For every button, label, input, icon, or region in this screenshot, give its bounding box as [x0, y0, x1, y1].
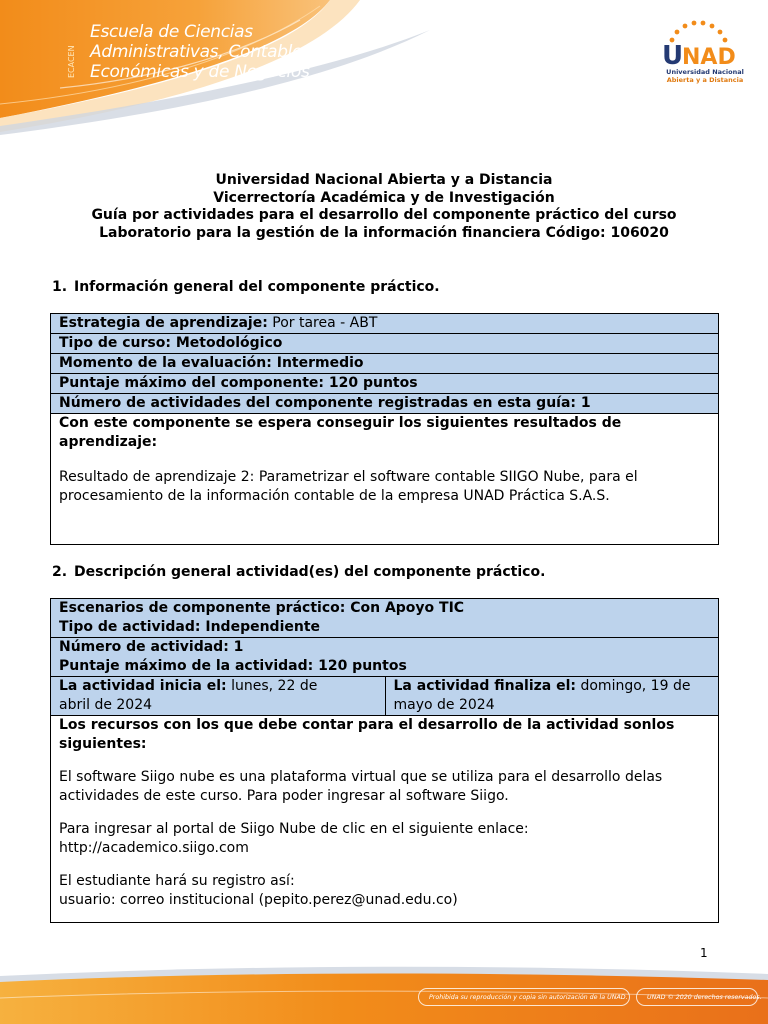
table-row: Momento de la evaluación: Intermedio [51, 354, 718, 374]
outcome-line-1: Resultado de aprendizaje 2: Parametrizar el software contable SIIGO Nube, para el [59, 469, 638, 485]
table-row: Tipo de curso: Metodológico [51, 334, 718, 354]
activity-max-score-text: Puntaje máximo de la actividad: 120 puntos [59, 658, 407, 674]
document-title-block [0, 172, 768, 242]
outcome-line-2: procesamiento de la información contable de la empresa UNAD Práctica S.A.S. [59, 488, 610, 504]
resources-heading-line-2: siguientes: [59, 736, 147, 752]
component-info-table [50, 313, 719, 545]
table-row [51, 314, 718, 334]
end-date-cell [385, 677, 719, 715]
svg-text:NAD: NAD [682, 45, 736, 70]
title-course: Laboratorio para la gestión de la información financiera Código: 106020 [99, 224, 669, 241]
start-date-cell [51, 677, 385, 715]
outcomes-heading-line-2: aprendizaje: [59, 434, 158, 450]
title-university: Universidad Nacional Abierta y a Distancia [215, 172, 553, 188]
section-2-number: 2. [52, 564, 68, 580]
section-2-heading-text: Descripción general actividad(es) del componente práctico. [74, 564, 546, 580]
footer-copyright: UNAD © 2020 derechos reservados. [636, 988, 758, 1006]
row-value: Por tarea - ABT [267, 315, 378, 331]
resources-para-1-line-2: actividades de este curso. Para poder ingresar al software Siigo. [59, 788, 509, 804]
activity-dates-row [51, 677, 718, 716]
school-name-line-1: Escuela de Ciencias [90, 22, 253, 42]
resources-para-3-line-2: usuario: correo institucional (pepito.perez@unad.edu.co) [59, 892, 458, 908]
logo-caption-line-1: Universidad Nacional [666, 68, 744, 76]
end-date-label: La actividad finaliza el: [393, 678, 577, 694]
resources-cell [51, 716, 718, 910]
section-1-heading [52, 279, 440, 295]
svg-text:ECACEN: ECACEN [67, 45, 76, 78]
header-banner [0, 0, 768, 135]
section-2-heading [52, 564, 545, 580]
end-date-value: domingo, 19 de [576, 678, 691, 694]
resources-para-2-line-1: Para ingresar al portal de Siigo Nube de clic en el siguiente enlace: [59, 821, 529, 837]
svg-text:U: U [662, 41, 684, 71]
unad-logo [658, 18, 748, 98]
outcomes-heading-line-1: Con este componente se espera conseguir los siguientes resultados de [59, 415, 622, 431]
start-date-value: lunes, 22 de [226, 678, 318, 694]
activity-score-block [51, 638, 718, 677]
start-date-value-2: abril de 2024 [59, 697, 153, 713]
table-row: Número de actividades del componente registradas en esta guía: 1 [51, 394, 718, 414]
school-name-line-2: Administrativas, Contables, [90, 42, 316, 62]
table-row: Puntaje máximo del componente: 120 puntos [51, 374, 718, 394]
section-1-number: 1. [52, 279, 68, 295]
page-number: 1 [700, 946, 708, 960]
activity-number-text: Número de actividad: 1 [59, 639, 244, 655]
title-vicerrectoria: Vicerrectoría Académica y de Investigación [213, 189, 555, 206]
end-date-value-2: mayo de 2024 [393, 697, 495, 713]
ecacen-vertical-tag [60, 28, 80, 80]
school-name-line-3: Económicas y de Negocios [90, 62, 310, 82]
scenario-text: Escenarios de componente práctico: Con Apoyo TIC [59, 600, 465, 616]
title-guide: Guía por actividades para el desarrollo del componente práctico del curso [91, 207, 677, 223]
logo-caption-line-2: Abierta y a Distancia [666, 76, 744, 84]
activity-type-text: Tipo de actividad: Independiente [59, 619, 321, 635]
unad-logo-caption [660, 68, 750, 84]
section-1-heading-text: Información general del componente práctico. [74, 279, 440, 295]
learning-outcomes-cell [51, 414, 718, 506]
scenario-block [51, 599, 718, 638]
school-name [90, 22, 316, 82]
resources-para-3-line-1: El estudiante hará su registro así: [59, 873, 295, 889]
footer-reproduction-notice: Prohibida su reproducción y copia sin autorización de la UNAD. [418, 988, 630, 1006]
activity-description-table [50, 598, 719, 923]
start-date-label: La actividad inicia el: [59, 678, 227, 694]
resources-para-1-line-1: El software Siigo nube es una plataforma virtual que se utiliza para el desarrollo delas [59, 769, 663, 785]
row-label: Estrategia de aprendizaje: [59, 315, 268, 331]
resources-heading-line-1: Los recursos con los que debe contar para el desarrollo de la actividad sonlos [59, 717, 675, 733]
siigo-link[interactable]: http://academico.siigo.com [59, 840, 249, 856]
